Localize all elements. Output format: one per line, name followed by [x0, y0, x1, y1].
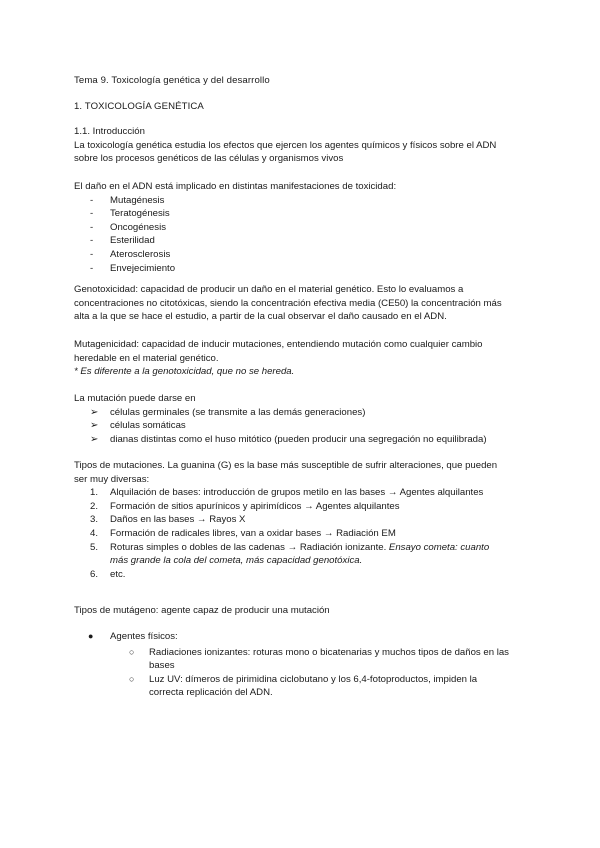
numbered-item: 6. etc.	[90, 568, 126, 580]
mutagenicity-note: * Es diferente a la genotoxicidad, que no se hereda.	[74, 366, 295, 378]
section-heading: 1. TOXICOLOGÍA GENÉTICA	[74, 101, 204, 112]
list-item: - Mutagénesis	[90, 194, 165, 206]
intro-line-2: sobre los procesos genéticos de las células y organismos vivos	[74, 153, 344, 165]
numbered-item: 3. Daños en las bases → Rayos X	[90, 514, 246, 526]
list-item: - Esterilidad	[90, 235, 155, 247]
list-item: - Aterosclerosis	[90, 248, 171, 260]
dash-marker: -	[90, 208, 94, 220]
genotoxicity-paragraph: Genotoxicidad: capacidad de producir un daño en el material genético. Esto lo evaluamos a concentraciones no citotóxicas, siendo la concentración efectiva media (CE50) la concentración más alta a la que se hace el estudio, a partir de la cual observar el daño causado en el ADN.	[74, 284, 502, 323]
dash-marker: -	[90, 221, 94, 233]
dash-marker: -	[90, 262, 94, 274]
intro-heading: 1.1. Introducción	[74, 126, 145, 137]
intro-line-1: La toxicología genética estudia los efectos que ejercen los agentes químicos y físicos sobre el ADN	[74, 139, 497, 151]
arrow-marker-icon: ➢	[90, 406, 99, 418]
list-item: ➢ dianas distintas como el huso mitótico (pueden producir una segregación no equilibrada)	[90, 433, 487, 445]
dash-marker: -	[90, 248, 94, 260]
numbered-item: 2. Formación de sitios apurínicos y apirimídicos → Agentes alquilantes	[90, 500, 400, 512]
damage-lead: El daño en el ADN está implicado en distintas manifestaciones de toxicidad:	[74, 181, 397, 192]
list-item: ○ Luz UV: dímeros de pirimidina ciclobutano y los 6,4-fotoproductos, impiden la correcta replicación del ADN.	[129, 673, 478, 699]
list-item: - Envejecimiento	[90, 262, 176, 274]
mutation-place-section: La mutación puede darse en ➢ células germinales (se transmite a las demás generaciones) ➢ células somáticas ➢ dianas distintas como el huso mitótico (pueden producir una segregación no equilibrada)	[74, 392, 544, 446]
dash-marker: -	[90, 194, 94, 206]
mutagen-types-list	[74, 630, 544, 700]
arrow-marker-icon: ➢	[90, 420, 99, 432]
damage-section	[74, 180, 544, 275]
circle-bullet-icon: ○	[129, 673, 135, 684]
numbered-item: 4. Formación de radicales libres, van a oxidar bases → Radiación EM	[90, 527, 396, 539]
intro-section	[74, 125, 544, 166]
list-item: - Teratogénesis	[90, 208, 170, 220]
circle-bullet-icon: ○	[129, 646, 135, 657]
arrow-marker-icon: ➢	[90, 433, 99, 445]
mutagenicity-paragraph: Mutagenicidad: capacidad de inducir mutaciones, entendiendo mutación como cualquier cambio heredable en el material genético. * Es diferente a la genotoxicidad, que no se hereda.	[74, 338, 544, 379]
list-item: ➢ células somáticas	[90, 420, 186, 432]
mutation-types-section: Tipos de mutaciones. La guanina (G) es la base más susceptible de sufrir alteraciones, que pueden ser muy diversas: 1. Alquilación de bases: introducción de grupos metilo en las bases → Agentes alquilantes 2. Formación de sitios apurínicos y apirimídicos → Agentes alquilantes 3. Daños en las bases → Rayos X 4. Formación de radicales libres, van a oxidar bases → Radiación EM 5. Roturas simples o dobles de las cadenas → Radiación ionizante. Ensayo cometa: cuanto más grande la cola del cometa, más capacidad genotóxica. 6. etc.	[74, 459, 544, 581]
numbered-item: 5. Roturas simples o dobles de las cadenas → Radiación ionizante. Ensayo cometa: cuanto más grande la cola del cometa, más capacidad genotóxica.	[90, 541, 490, 567]
list-item: - Oncogénesis	[90, 221, 166, 233]
document-title: Tema 9. Toxicología genética y del desarrollo	[74, 75, 270, 86]
bullet-icon: ●	[88, 631, 94, 641]
list-item: ➢ células germinales (se transmite a las demás generaciones)	[90, 406, 366, 418]
list-item: ○ Radiaciones ionizantes: roturas mono o bicatenarias y muchos tipos de daños en las bases	[129, 646, 509, 672]
list-item: ● Agentes físicos:	[88, 631, 178, 642]
mutagen-types-lead: Tipos de mutágeno: agente capaz de producir una mutación	[74, 605, 330, 616]
numbered-item: 1. Alquilación de bases: introducción de grupos metilo en las bases → Agentes alquilantes	[90, 487, 484, 499]
dash-marker: -	[90, 235, 94, 247]
